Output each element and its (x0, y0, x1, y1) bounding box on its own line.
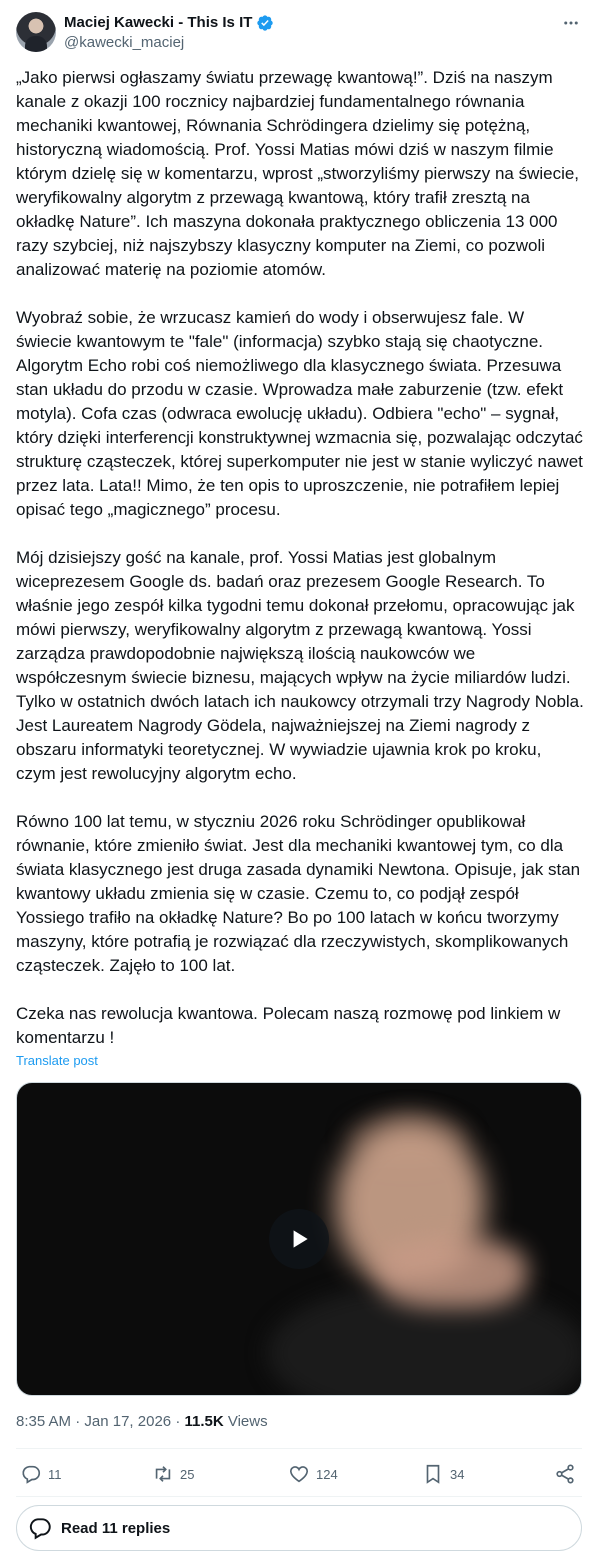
more-options-icon[interactable] (560, 12, 582, 34)
author-handle[interactable]: @kawecki_maciej (64, 34, 185, 51)
post-metadata (16, 1412, 268, 1432)
repost-button[interactable] (152, 1460, 194, 1488)
author-avatar[interactable] (16, 12, 56, 52)
share-button[interactable] (554, 1460, 576, 1488)
meta-separator: · (175, 1413, 185, 1430)
meta-separator: · (75, 1413, 85, 1430)
reply-count: 11 (48, 1466, 62, 1482)
video-player[interactable] (16, 1082, 582, 1396)
divider (16, 1448, 582, 1449)
video-thumbnail-shape (377, 1238, 527, 1308)
post-paragraph: Wyobraź sobie, że wrzucasz kamień do wody i obserwujesz fale. W świecie kwantowym te "fale" (informacja) szybko stają się chaotyczne. Algorytm Echo robi coś niemożliwego dla klasycznego świata. Przesuwa stan układu do przodu w czasie. Wprowadza małe zaburzenie (tzw. efekt motyla). Cofa czas (odwraca ewolucję układu). Odbiera "echo" – sygnał, który dzięki interferencji konstruktywnej wzmacnia się, pozwalając odczytać strukturę cząsteczek, której superkomputer nie jest w stanie wyliczyć nawet przez lata. Lata!! Mimo, że ten opis to uproszczenie, nie potrafiłem lepiej opisać tego „magicznego” procesu. (16, 308, 583, 519)
verified-badge-icon (256, 14, 274, 32)
post-text (16, 66, 584, 1050)
post-date[interactable]: Jan 17, 2026 (84, 1413, 172, 1430)
share-icon (554, 1463, 576, 1485)
repost-count: 25 (180, 1466, 195, 1482)
post-paragraph: Mój dzisiejszy gość na kanale, prof. Yossi Matias jest globalnym wiceprezesem Google ds. badań oraz prezesem Google Research. To właśnie jego zespół kilka tygodni temu dokonał przełomu, opracowując jak mówi pierwszy, weryfikowalny algorytm z przewagą kwantową. Yossi zarządza prawdopodobnie największą ilością naukowców we współczesnym świecie biznesu, mających wpływ na życie miliardów ludzi. Tylko w ostatnich dwóch latach ich naukowcy otrzymali trzy Nagrody Nobla. Jest Laureatem Nagrody Gödela, najważniejszej na Ziemi nagrody z obszaru informatyki teoretycznej. W wywiadzie ujawnia krok po kroku, czym jest rewolucyjny algorytm echo. (16, 548, 584, 783)
play-button-icon[interactable] (269, 1209, 329, 1269)
repost-icon (152, 1463, 174, 1485)
views-count: 11.5K (184, 1413, 224, 1430)
like-button[interactable] (288, 1460, 338, 1488)
post-paragraph: „Jako pierwsi ogłaszamy światu przewagę kwantową!”. Dziś na naszym kanale z okazji 100 rocznicy najbardziej fundamentalnego równania mechaniki kwantowej, Równania Schrödingera dzielimy się potężną, historyczną wiadomością. Prof. Yossi Matias mówi dziś w naszym filmie którym dzielę się w komentarzu, wprost „stworzyliśmy pierwszy na świecie, weryfikowalny algorytm z przewagą kwantową, który trafił zresztą na okładkę Nature”. Ich maszyna dokonała praktycznego obliczenia 13 000 razy szybciej, niż najszybszy klasyczny komputer na Ziemi, co pozwoli analizować materię na poziomie atomów. (16, 68, 580, 279)
heart-icon (288, 1463, 310, 1485)
reply-bubble-icon (27, 1515, 53, 1541)
translate-post-link[interactable]: Translate post (16, 1053, 98, 1068)
action-bar (16, 1460, 582, 1488)
views-label: Views (227, 1413, 268, 1430)
author-name[interactable]: Maciej Kawecki - This Is IT (64, 14, 253, 31)
reply-icon (20, 1463, 42, 1485)
divider (16, 1496, 582, 1497)
post-paragraph: Równo 100 lat temu, w styczniu 2026 roku Schrödinger opublikował równanie, które zmieniło świat. Jest dla mechaniki kwantowej tym, co dla świata klasycznego jest druga zasada dynamiki Newtona. Opisuje, jak stan kwantowy układu zmienia się w czasie. Czemu to, co podjął zespół Yossiego trafiło na okładkę Nature? Bo po 100 latach w końcu tworzymy maszyny, które potrafią je rozwiązać dla rzeczywistych, skomplikowanych cząsteczek. Zajęło to 100 lat. (16, 812, 581, 975)
read-replies-button[interactable] (16, 1505, 582, 1551)
post-time[interactable]: 8:35 AM (16, 1413, 72, 1430)
like-count: 124 (316, 1466, 338, 1482)
post-header (16, 10, 582, 56)
bookmark-count: 34 (450, 1466, 465, 1482)
bookmark-button[interactable] (422, 1460, 464, 1488)
post-paragraph: Czeka nas rewolucja kwantowa. Polecam naszą rozmowę pod linkiem w komentarzu ! (16, 1004, 561, 1047)
reply-button[interactable] (20, 1460, 62, 1488)
bookmark-icon (422, 1463, 444, 1485)
read-replies-label: Read 11 replies (61, 1519, 171, 1537)
author-name-row (64, 13, 274, 33)
